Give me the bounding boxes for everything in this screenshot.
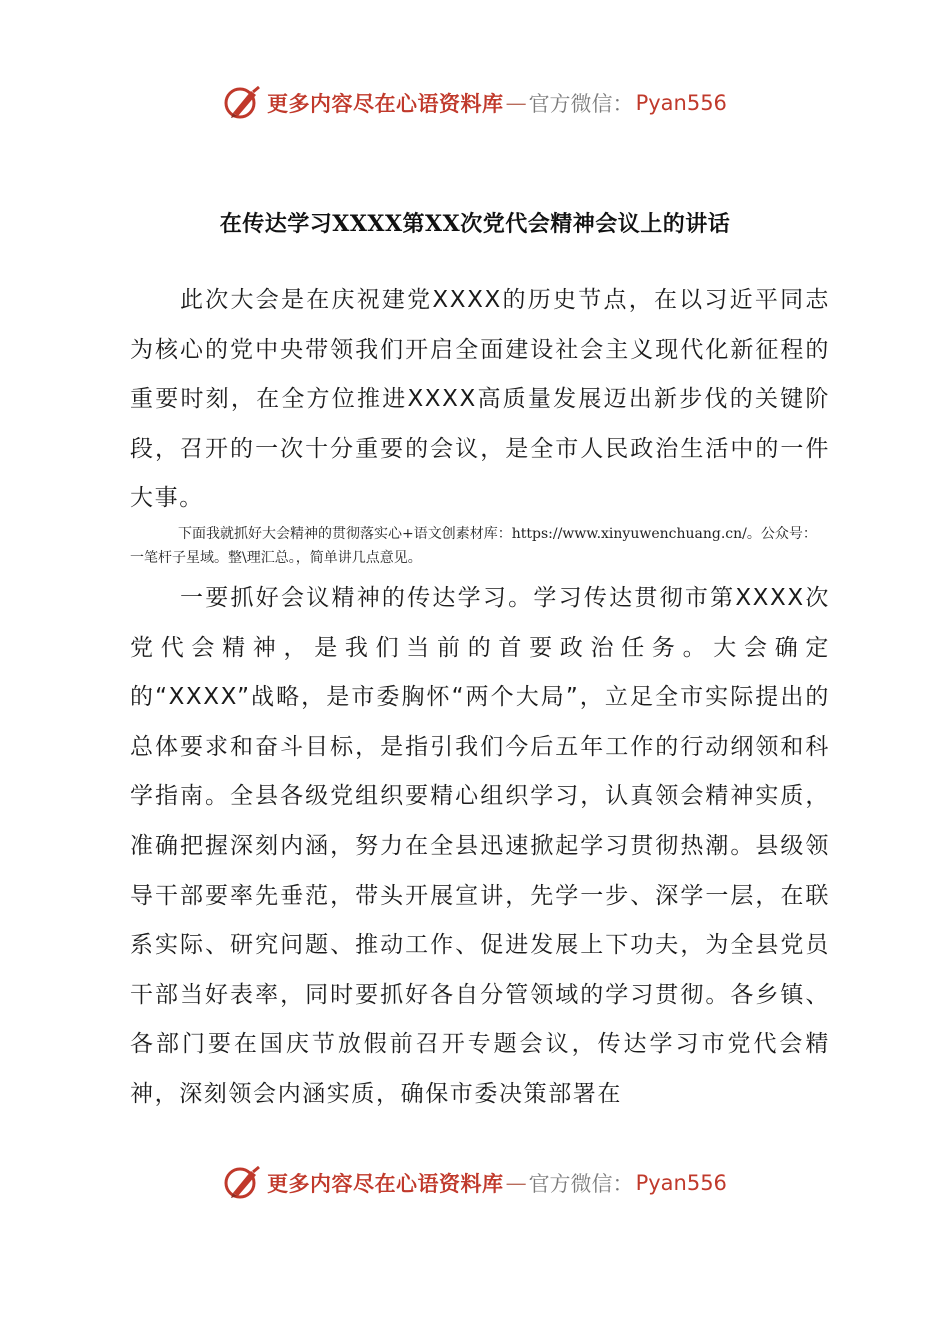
banner-wechat-id: Pyan556 <box>635 91 727 115</box>
banner-brand-text: 更多内容尽在心语资料库 <box>267 91 504 116</box>
header-banner <box>0 83 950 123</box>
source-note: 下面我就抓好大会精神的贯彻落实心+语文创素材库：https://www.xinyuwenchuang.cn/。公众号：一笔杆子星域。整\理汇总。，简单讲几点意见。 <box>130 526 817 566</box>
footer-wechat-label: 官方微信： <box>528 1172 634 1196</box>
footer-separator: — <box>505 1171 527 1195</box>
paragraph-1: 此次大会是在庆祝建党XXXX的历史节点，在以习近平同志为核心的党中央带领我们开启全面建设社会主义现代化新征程的重要时刻，在全方位推进XXXX高质量发展迈出新步伐的关键阶段，召开的一次十分重要的会议，是全市人民政治生活中的一件大事。 <box>130 287 830 512</box>
footer-wechat-id: Pyan556 <box>635 1171 727 1195</box>
pen-logo-icon <box>223 83 263 123</box>
paragraph-2: 一要抓好会议精神的传达学习。学习传达贯彻市第XXXX次党代会精神，是我们当前的首要政治任务。大会确定的“XXXX”战略，是市委胸怀“两个大局”，立足全市实际提出的总体要求和奋斗目标，是指引我们今后五年工作的行动纲领和科学指南。全县各级党组织要精心组织学习，认真领会精神实质，准确把握深刻内涵，努力在全县迅速掀起学习贯彻热潮。县级领导干部要率先垂范，带头开展宣讲，先学一步、深学一层，在联系实际、研究问题、推动工作、促进发展上下功夫，为全县党员干部当好表率，同时要抓好各自分管领域的学习贯彻。各乡镇、各部门要在国庆节放假前召开专题会议，传达学习市党代会精神，深刻领会内涵实质，确保市委决策部署在 <box>130 585 830 1107</box>
banner-wechat-label: 官方微信： <box>528 92 634 116</box>
document-title: 在传达学习XXXX第XX次党代会精神会议上的讲话 <box>219 211 731 237</box>
banner-separator: — <box>505 91 527 115</box>
footer-brand-text: 更多内容尽在心语资料库 <box>267 1171 504 1196</box>
pen-logo-icon <box>223 1163 263 1203</box>
footer-banner <box>0 1163 950 1203</box>
